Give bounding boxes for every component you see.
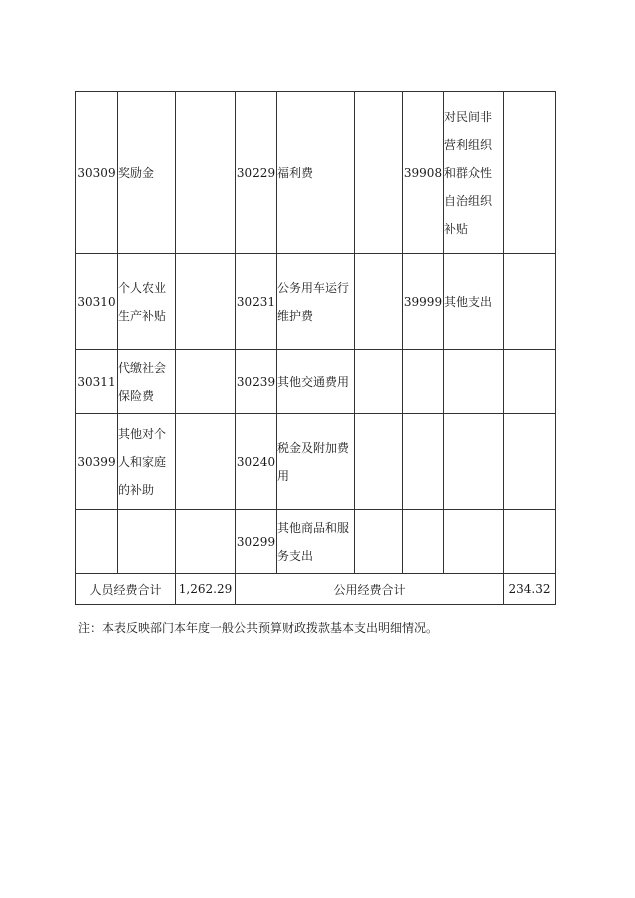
- table-row: [76, 510, 556, 574]
- econ-code: 30231: [236, 254, 277, 350]
- item-amount: [504, 510, 556, 574]
- totals-row: [76, 574, 556, 605]
- item-amount: [504, 92, 556, 254]
- table-row: [76, 414, 556, 510]
- item-amount: [176, 350, 236, 414]
- table-row: [76, 350, 556, 414]
- item-name: 公务用车运行维护费: [277, 254, 355, 350]
- econ-code: [403, 414, 444, 510]
- item-amount: [504, 350, 556, 414]
- item-name: [444, 414, 504, 510]
- item-name: 代缴社会保险费: [118, 350, 176, 414]
- econ-code: 30309: [76, 92, 118, 254]
- personnel-total-label: 人员经费合计: [76, 574, 176, 605]
- item-name: 其他商品和服务支出: [277, 510, 355, 574]
- item-amount: [355, 254, 403, 350]
- econ-code: 30311: [76, 350, 118, 414]
- item-amount: [176, 92, 236, 254]
- econ-code: [403, 510, 444, 574]
- item-amount: [355, 92, 403, 254]
- econ-code: 30310: [76, 254, 118, 350]
- table-row: [76, 254, 556, 350]
- personnel-total-value: 1,262.29: [176, 574, 236, 605]
- item-name: 对民间非营利组织和群众性自治组织补贴: [444, 92, 504, 254]
- econ-code: 30240: [236, 414, 277, 510]
- item-name: 税金及附加费用: [277, 414, 355, 510]
- econ-code: 39999: [403, 254, 444, 350]
- item-amount: [355, 510, 403, 574]
- item-amount: [176, 254, 236, 350]
- table-footnote: 注：本表反映部门本年度一般公共预算财政拨款基本支出明细情况。: [78, 621, 439, 635]
- item-name: 其他支出: [444, 254, 504, 350]
- item-name: 福利费: [277, 92, 355, 254]
- item-name: [444, 510, 504, 574]
- item-amount: [176, 414, 236, 510]
- item-name: 其他交通费用: [277, 350, 355, 414]
- public-total-value: 234.32: [504, 574, 556, 605]
- item-name: [118, 510, 176, 574]
- econ-code: 30239: [236, 350, 277, 414]
- table-row: [76, 92, 556, 254]
- item-name: 其他对个人和家庭的补助: [118, 414, 176, 510]
- econ-code: 30229: [236, 92, 277, 254]
- item-name: 个人农业生产补贴: [118, 254, 176, 350]
- item-amount: [355, 350, 403, 414]
- item-amount: [176, 510, 236, 574]
- econ-code: [76, 510, 118, 574]
- econ-code: 30399: [76, 414, 118, 510]
- item-amount: [355, 414, 403, 510]
- econ-code: 30299: [236, 510, 277, 574]
- item-amount: [504, 414, 556, 510]
- expenditure-table: [75, 91, 556, 605]
- public-total-label: 公用经费合计: [236, 574, 504, 605]
- item-name: [444, 350, 504, 414]
- item-amount: [504, 254, 556, 350]
- econ-code: 39908: [403, 92, 444, 254]
- econ-code: [403, 350, 444, 414]
- item-name: 奖励金: [118, 92, 176, 254]
